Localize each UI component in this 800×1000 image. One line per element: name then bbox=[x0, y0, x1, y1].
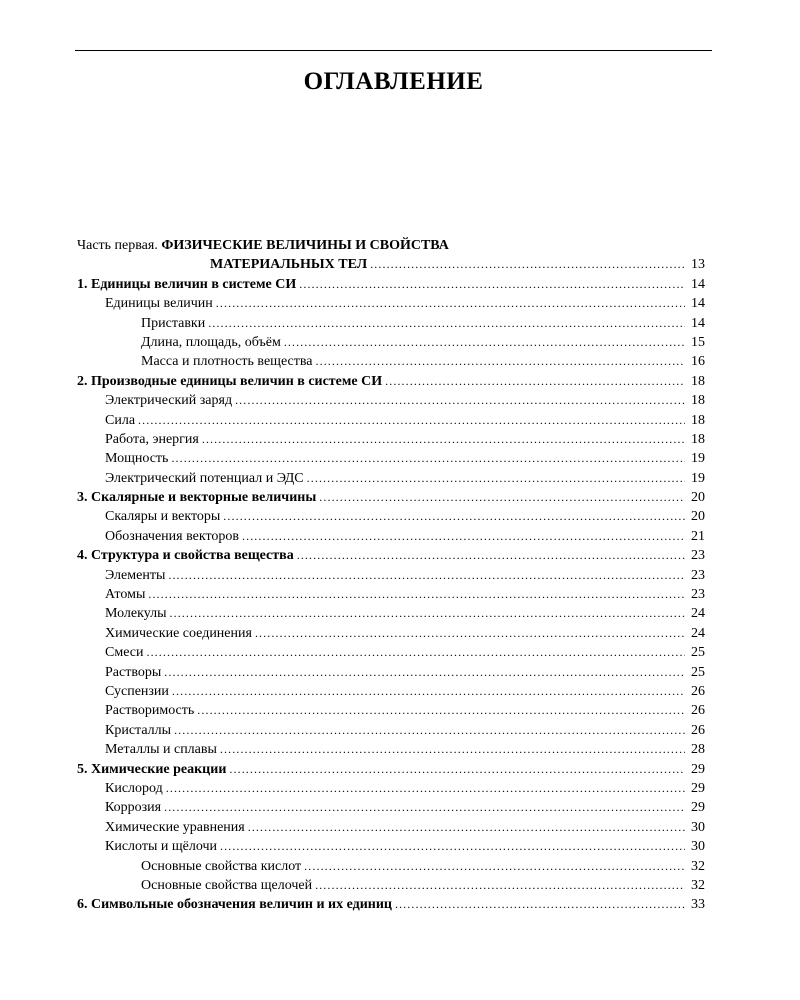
dot-leader bbox=[315, 876, 685, 895]
toc-label: Обозначения векторов bbox=[105, 528, 239, 544]
page-number: 25 bbox=[691, 645, 705, 661]
toc-section-2[interactable] bbox=[77, 372, 705, 391]
toc-entry[interactable] bbox=[77, 469, 705, 488]
toc-label: Масса и плотность вещества bbox=[141, 354, 313, 370]
page-number: 29 bbox=[691, 800, 705, 816]
dot-leader bbox=[242, 527, 685, 546]
page-number: 19 bbox=[691, 451, 705, 467]
page-number: 13 bbox=[691, 257, 705, 273]
toc-entry[interactable] bbox=[77, 740, 705, 759]
dot-leader bbox=[395, 895, 685, 914]
toc-section-3[interactable] bbox=[77, 488, 705, 507]
toc-entry[interactable] bbox=[77, 566, 705, 585]
toc-section-4[interactable] bbox=[77, 546, 705, 565]
toc-label: Металлы и сплавы bbox=[105, 742, 217, 758]
toc-label: Растворы bbox=[105, 664, 162, 680]
toc-label: 3. Скалярные и векторные величины bbox=[77, 490, 317, 506]
dot-leader bbox=[255, 624, 685, 643]
dot-leader bbox=[202, 430, 685, 449]
toc-section-6[interactable] bbox=[77, 895, 705, 914]
dot-leader bbox=[385, 372, 685, 391]
toc-entry[interactable] bbox=[77, 798, 705, 817]
page-number: 23 bbox=[691, 548, 705, 564]
page-number: 14 bbox=[691, 296, 705, 312]
page-number: 25 bbox=[691, 664, 705, 680]
dot-leader bbox=[220, 837, 685, 856]
toc-label: Основные свойства щелочей bbox=[141, 877, 313, 893]
toc-entry[interactable] bbox=[77, 449, 705, 468]
dot-leader bbox=[248, 818, 685, 837]
toc-label: Единицы величин bbox=[105, 296, 213, 312]
toc-label: 2. Производные единицы величин в системе СИ bbox=[77, 373, 383, 389]
page-number: 20 bbox=[691, 490, 705, 506]
dot-leader bbox=[220, 740, 685, 759]
toc-label: Работа, энергия bbox=[105, 431, 199, 447]
toc-label: Кристаллы bbox=[105, 722, 172, 738]
toc-label: 4. Структура и свойства вещества bbox=[77, 548, 294, 564]
page-number: 32 bbox=[691, 877, 705, 893]
page-number: 24 bbox=[691, 625, 705, 641]
toc-label: Суспензии bbox=[105, 684, 169, 699]
toc-label: Растворимость bbox=[105, 703, 195, 719]
toc-entry[interactable] bbox=[77, 294, 705, 313]
part-prefix: Часть первая. bbox=[77, 238, 158, 253]
page-number: 19 bbox=[691, 470, 705, 486]
toc-label: Длина, площадь, объём bbox=[141, 334, 281, 350]
toc-entry[interactable] bbox=[77, 527, 705, 546]
toc-entry[interactable] bbox=[77, 585, 705, 604]
toc-label: Элементы bbox=[105, 567, 166, 583]
toc-entry[interactable] bbox=[77, 682, 705, 701]
dot-leader bbox=[146, 643, 685, 662]
dot-leader bbox=[164, 798, 685, 817]
page-number: 32 bbox=[691, 858, 705, 874]
toc-entry[interactable] bbox=[77, 663, 705, 682]
dot-leader bbox=[223, 507, 685, 526]
page-number: 26 bbox=[691, 722, 705, 738]
dot-leader bbox=[166, 779, 685, 798]
toc-subentry[interactable] bbox=[77, 314, 705, 333]
dot-leader bbox=[174, 721, 685, 740]
dot-leader bbox=[170, 604, 686, 623]
toc-section-1[interactable] bbox=[77, 275, 705, 294]
toc-label: Скаляры и векторы bbox=[105, 509, 221, 525]
dot-leader bbox=[316, 352, 686, 371]
toc-entry[interactable] bbox=[77, 643, 705, 662]
toc-label: Кислоты и щёлочи bbox=[105, 839, 218, 855]
toc-label: Электрический заряд bbox=[105, 393, 233, 409]
toc-label: Основные свойства кислот bbox=[141, 858, 302, 874]
page-number: 18 bbox=[691, 393, 705, 409]
toc-entry[interactable] bbox=[77, 624, 705, 643]
toc-label: Кислород bbox=[105, 780, 163, 796]
dot-leader bbox=[138, 411, 685, 430]
toc-label: Мощность bbox=[105, 451, 169, 467]
page-number: 29 bbox=[691, 780, 705, 796]
toc-entry[interactable] bbox=[77, 779, 705, 798]
toc-entry[interactable] bbox=[77, 837, 705, 856]
toc-entry[interactable] bbox=[77, 391, 705, 410]
toc-subentry[interactable] bbox=[77, 876, 705, 895]
dot-leader bbox=[307, 469, 685, 488]
page-number: 26 bbox=[691, 684, 705, 699]
toc-label: 5. Химические реакции bbox=[77, 761, 227, 777]
page-number: 24 bbox=[691, 606, 705, 622]
dot-leader bbox=[148, 585, 685, 604]
toc-subentry[interactable] bbox=[77, 352, 705, 371]
page-title: ОГЛАВЛЕНИЕ bbox=[303, 68, 484, 95]
dot-leader bbox=[197, 701, 685, 720]
page-number: 29 bbox=[691, 761, 705, 777]
dot-leader bbox=[172, 682, 685, 701]
toc-entry[interactable] bbox=[77, 507, 705, 526]
part-heading bbox=[77, 236, 705, 255]
toc-entry[interactable] bbox=[77, 411, 705, 430]
dot-leader bbox=[164, 663, 685, 682]
dot-leader bbox=[319, 488, 685, 507]
page-number: 18 bbox=[691, 431, 705, 447]
page-number: 30 bbox=[691, 839, 705, 855]
page-number: 23 bbox=[691, 587, 705, 603]
toc-label: Химические соединения bbox=[105, 625, 252, 641]
page-number: 30 bbox=[691, 819, 705, 835]
toc-entry[interactable] bbox=[77, 604, 705, 623]
page-number: 33 bbox=[691, 897, 705, 913]
dot-leader bbox=[304, 857, 685, 876]
toc-label: Приставки bbox=[141, 315, 206, 331]
page-number: 21 bbox=[691, 528, 705, 544]
table-of-contents bbox=[77, 236, 705, 915]
toc-entry[interactable] bbox=[77, 430, 705, 449]
part-title-line2: МАТЕРИАЛЬНЫХ ТЕЛ bbox=[210, 257, 368, 273]
page-number: 14 bbox=[691, 276, 705, 292]
page-number: 26 bbox=[691, 703, 705, 719]
page-number: 28 bbox=[691, 742, 705, 758]
top-rule bbox=[75, 50, 712, 51]
toc-label: 6. Символьные обозначения величин и их единиц bbox=[77, 897, 392, 913]
part-title-row[interactable] bbox=[77, 255, 705, 274]
toc-subentry[interactable] bbox=[77, 333, 705, 352]
toc-section-5[interactable] bbox=[77, 760, 705, 779]
page-number: 18 bbox=[691, 373, 705, 389]
dot-leader bbox=[299, 275, 685, 294]
dot-leader bbox=[370, 255, 685, 274]
dot-leader bbox=[229, 760, 685, 779]
page-number: 15 bbox=[691, 334, 705, 350]
dot-leader bbox=[208, 314, 685, 333]
toc-label: 1. Единицы величин в системе СИ bbox=[77, 276, 297, 292]
toc-entry[interactable] bbox=[77, 721, 705, 740]
toc-label: Химические уравнения bbox=[105, 819, 245, 835]
toc-label: Сила bbox=[105, 412, 136, 428]
dot-leader bbox=[168, 566, 685, 585]
page-number: 23 bbox=[691, 567, 705, 583]
toc-subentry[interactable] bbox=[77, 857, 705, 876]
toc-label: Смеси bbox=[105, 645, 144, 661]
toc-entry[interactable] bbox=[77, 818, 705, 837]
dot-leader bbox=[216, 294, 685, 313]
page-number: 18 bbox=[691, 412, 705, 428]
dot-leader bbox=[171, 449, 685, 468]
toc-label: Молекулы bbox=[105, 606, 167, 622]
toc-label: Электрический потенциал и ЭДС bbox=[105, 470, 304, 486]
part-title-line1: ФИЗИЧЕСКИЕ ВЕЛИЧИНЫ И СВОЙСТВА bbox=[161, 238, 449, 253]
toc-entry[interactable] bbox=[77, 701, 705, 720]
dot-leader bbox=[235, 391, 685, 410]
page-number: 14 bbox=[691, 315, 705, 331]
toc-label: Атомы bbox=[105, 587, 146, 603]
dot-leader bbox=[284, 333, 685, 352]
page-number: 16 bbox=[691, 354, 705, 370]
page-number: 20 bbox=[691, 509, 705, 525]
dot-leader bbox=[297, 546, 685, 565]
toc-label: Коррозия bbox=[105, 800, 162, 816]
